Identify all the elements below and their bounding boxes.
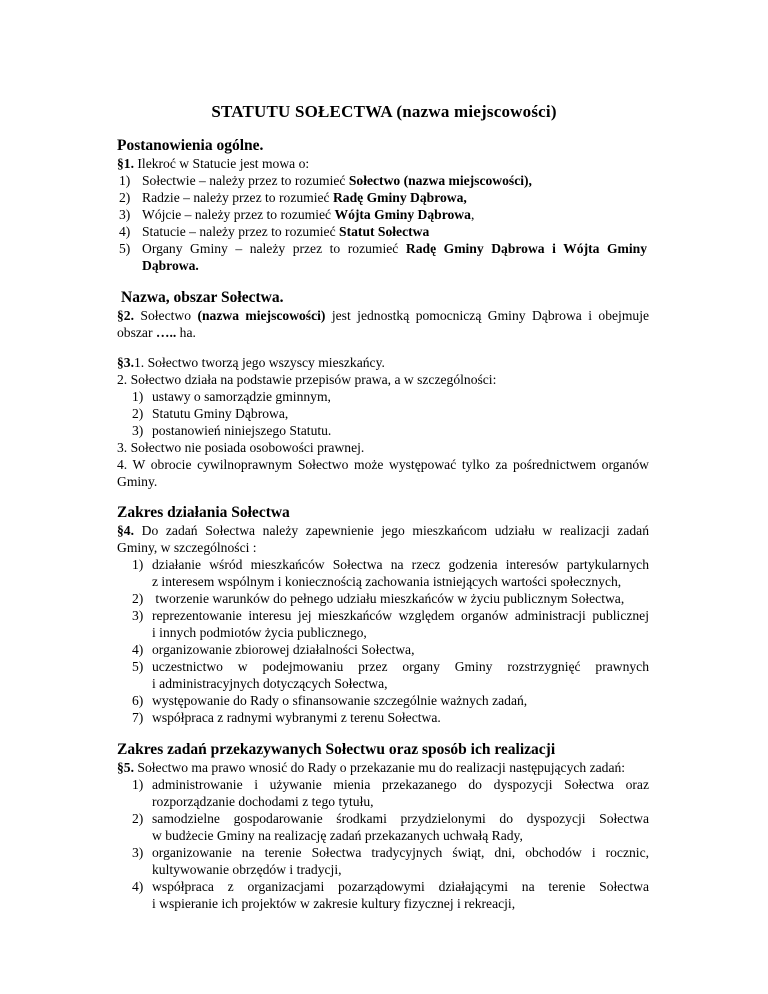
list-item <box>132 776 649 793</box>
item-bold: Sołectwo (nazwa miejscowości), <box>348 173 532 188</box>
paragraph-3-mark: §3. <box>117 355 134 370</box>
item-number: 2) <box>132 591 144 606</box>
item-number: 2) <box>132 406 144 421</box>
item-number: 7) <box>132 710 144 725</box>
paragraph-3-text: 1. Sołectwo tworzą jego wszyscy mieszkańcy. <box>134 355 385 370</box>
item-text: Statutu Gminy Dąbrowa, <box>152 406 289 421</box>
item-number: 3) <box>132 423 144 438</box>
item-text: Sołectwie – należy przez to rozumieć <box>142 173 349 188</box>
item-number: 3) <box>132 608 144 623</box>
heading-general-provisions: Postanowienia ogólne. <box>117 137 264 154</box>
item-text: postanowień niniejszego Statutu. <box>152 423 332 438</box>
item-text: występowanie do Rady o sfinansowanie szczególnie ważnych zadań, <box>152 693 528 708</box>
heading-delegated-tasks: Zakres zadań przekazywanych Sołectwu oraz sposób ich realizacji <box>117 741 556 758</box>
list-item <box>132 658 649 675</box>
item-number: 5) <box>132 659 144 674</box>
item-bold: Dąbrowa. <box>142 258 199 273</box>
item-text: współpraca z radnymi wybranymi z terenu Sołectwa. <box>152 710 441 725</box>
item-number: 4) <box>119 224 131 239</box>
list-item <box>132 422 331 439</box>
item-number: 6) <box>132 693 144 708</box>
list-item <box>132 388 331 405</box>
list-item-continuation: i innych podmiotów życia publicznego, <box>152 625 367 640</box>
paragraph-2-text: Sołectwo <box>134 308 198 323</box>
item-number: 1) <box>132 557 144 572</box>
list-item <box>132 709 441 726</box>
paragraph-2-line-2 <box>117 324 196 341</box>
list-item <box>119 240 647 257</box>
list-item-continuation <box>142 257 199 274</box>
list-item-continuation: i administracyjnych dotyczących Sołectwa, <box>152 676 388 691</box>
item-text: tworzenie warunków do pełnego udziału mieszkańców w życiu publicznym Sołectwa, <box>152 591 625 606</box>
item-text: ustawy o samorządzie gminnym, <box>152 389 331 404</box>
list-item-continuation: rozporządzanie dochodami z tego tytułu, <box>152 794 374 809</box>
item-number: 3) <box>119 207 131 222</box>
item-bold: Wójta Gminy Dąbrowa <box>334 207 471 222</box>
list-item <box>119 189 467 206</box>
paragraph-2-text: obszar <box>117 325 156 340</box>
item-text: Wójcie – należy przez to rozumieć <box>142 207 335 222</box>
paragraph-3 <box>117 354 385 371</box>
list-item <box>132 844 649 861</box>
paragraph-5-mark: §5. <box>117 760 134 775</box>
item-text: Organy Gminy – należy przez to rozumieć <box>142 241 406 256</box>
item-text: Radzie – należy przez to rozumieć <box>142 190 333 205</box>
list-item <box>132 641 414 658</box>
item-text: współpraca z organizacjami pozarządowymi działającymi na terenie Sołectwa <box>152 879 649 894</box>
paragraph-3-point-3: 3. Sołectwo nie posiada osobowości prawnej. <box>117 440 365 455</box>
paragraph-2-line-1 <box>117 307 649 324</box>
paragraph-1 <box>117 155 309 172</box>
paragraph-3-point-4-cont: Gminy. <box>117 474 158 489</box>
item-number: 2) <box>132 811 144 826</box>
paragraph-1-mark: §1. <box>117 156 134 171</box>
item-text: organizowanie zbiorowej działalności Sołectwa, <box>152 642 415 657</box>
list-item <box>132 878 649 895</box>
item-number: 4) <box>132 879 144 894</box>
heading-name-area: Nazwa, obszar Sołectwa. <box>121 289 284 306</box>
paragraph-4-line-2: Gminy, w szczególności : <box>117 540 257 555</box>
item-number: 5) <box>119 241 131 256</box>
paragraph-2-text: jest jednostką pomocniczą Gminy Dąbrowa i obejmuje <box>325 308 650 323</box>
list-item-continuation: z interesem wspólnym i koniecznością zachowania istniejących wartości społecznych, <box>152 574 622 589</box>
item-text: Statucie – należy przez to rozumieć <box>142 224 340 239</box>
item-text: reprezentowanie interesu jej mieszkańców względem organów administracji publicznej <box>152 608 649 623</box>
list-item-continuation: w budżecie Gminy na realizację zadań przekazanych uchwałą Rady, <box>152 828 523 843</box>
paragraph-3-point-4: 4. W obrocie cywilnoprawnym Sołectwo może występować tylko za pośrednictwem organów <box>117 457 649 472</box>
paragraph-4-line-1 <box>117 522 649 539</box>
item-text: samodzielne gospodarowanie środkami przydzielonymi do dyspozycji Sołectwa <box>152 811 649 826</box>
paragraph-2-mark: §2. <box>117 308 134 323</box>
item-text: uczestnictwo w podejmowaniu przez organy Gminy rozstrzygnięć prawnych <box>152 659 649 674</box>
item-number: 1) <box>132 389 144 404</box>
heading-scope: Zakres działania Sołectwa <box>117 504 290 521</box>
list-item <box>132 810 649 827</box>
list-item-continuation: kultywowanie obrzędów i tradycji, <box>152 862 342 877</box>
paragraph-5-text: Sołectwo ma prawo wnosić do Rady o przekazanie mu do realizacji następujących zadań: <box>134 760 626 775</box>
paragraph-2-bold: (nazwa miejscowości) <box>197 308 326 323</box>
paragraph-4-text: Do zadań Sołectwa należy zapewnienie jego mieszkańcom udziału w realizacji zadań <box>134 523 649 538</box>
paragraph-5 <box>117 759 625 776</box>
paragraph-2-bold: ….. <box>155 325 177 340</box>
item-number: 1) <box>119 173 131 188</box>
list-item <box>132 405 288 422</box>
list-item <box>132 607 649 624</box>
item-number: 3) <box>132 845 144 860</box>
list-item-continuation: i wspieranie ich projektów w zakresie kultury fizycznej i rekreacji, <box>152 896 516 911</box>
item-text: działanie wśród mieszkańców Sołectwa na rzecz godzenia interesów partykularnych <box>152 557 649 572</box>
paragraph-1-text: Ilekroć w Statucie jest mowa o: <box>134 156 310 171</box>
item-bold: Radę Gminy Dąbrowa i Wójta Gminy <box>405 241 647 256</box>
item-bold: Statut Sołectwa <box>339 224 430 239</box>
paragraph-4-mark: §4. <box>117 523 134 538</box>
item-number: 1) <box>132 777 144 792</box>
list-item <box>132 692 527 709</box>
list-item <box>119 172 532 189</box>
list-item <box>119 206 474 223</box>
item-5-justified <box>142 240 647 257</box>
item-text: administrowanie i używanie mienia przekazanego do dyspozycji Sołectwa oraz <box>152 777 649 792</box>
paragraph-2-text: ha. <box>176 325 196 340</box>
paragraph-3-point-2: 2. Sołectwo działa na podstawie przepisów prawa, a w szczególności: <box>117 372 497 387</box>
item-number: 4) <box>132 642 144 657</box>
list-item <box>132 556 649 573</box>
list-item <box>119 223 429 240</box>
item-text-end: , <box>470 207 475 222</box>
item-text: organizowanie na terenie Sołectwa tradycyjnych świąt, dni, obchodów i rocznic, <box>152 845 649 860</box>
item-number: 2) <box>119 190 131 205</box>
document-title: STATUTU SOŁECTWA (nazwa miejscowości) <box>211 102 557 121</box>
item-bold: Radę Gminy Dąbrowa, <box>332 190 467 205</box>
list-item <box>132 590 624 607</box>
